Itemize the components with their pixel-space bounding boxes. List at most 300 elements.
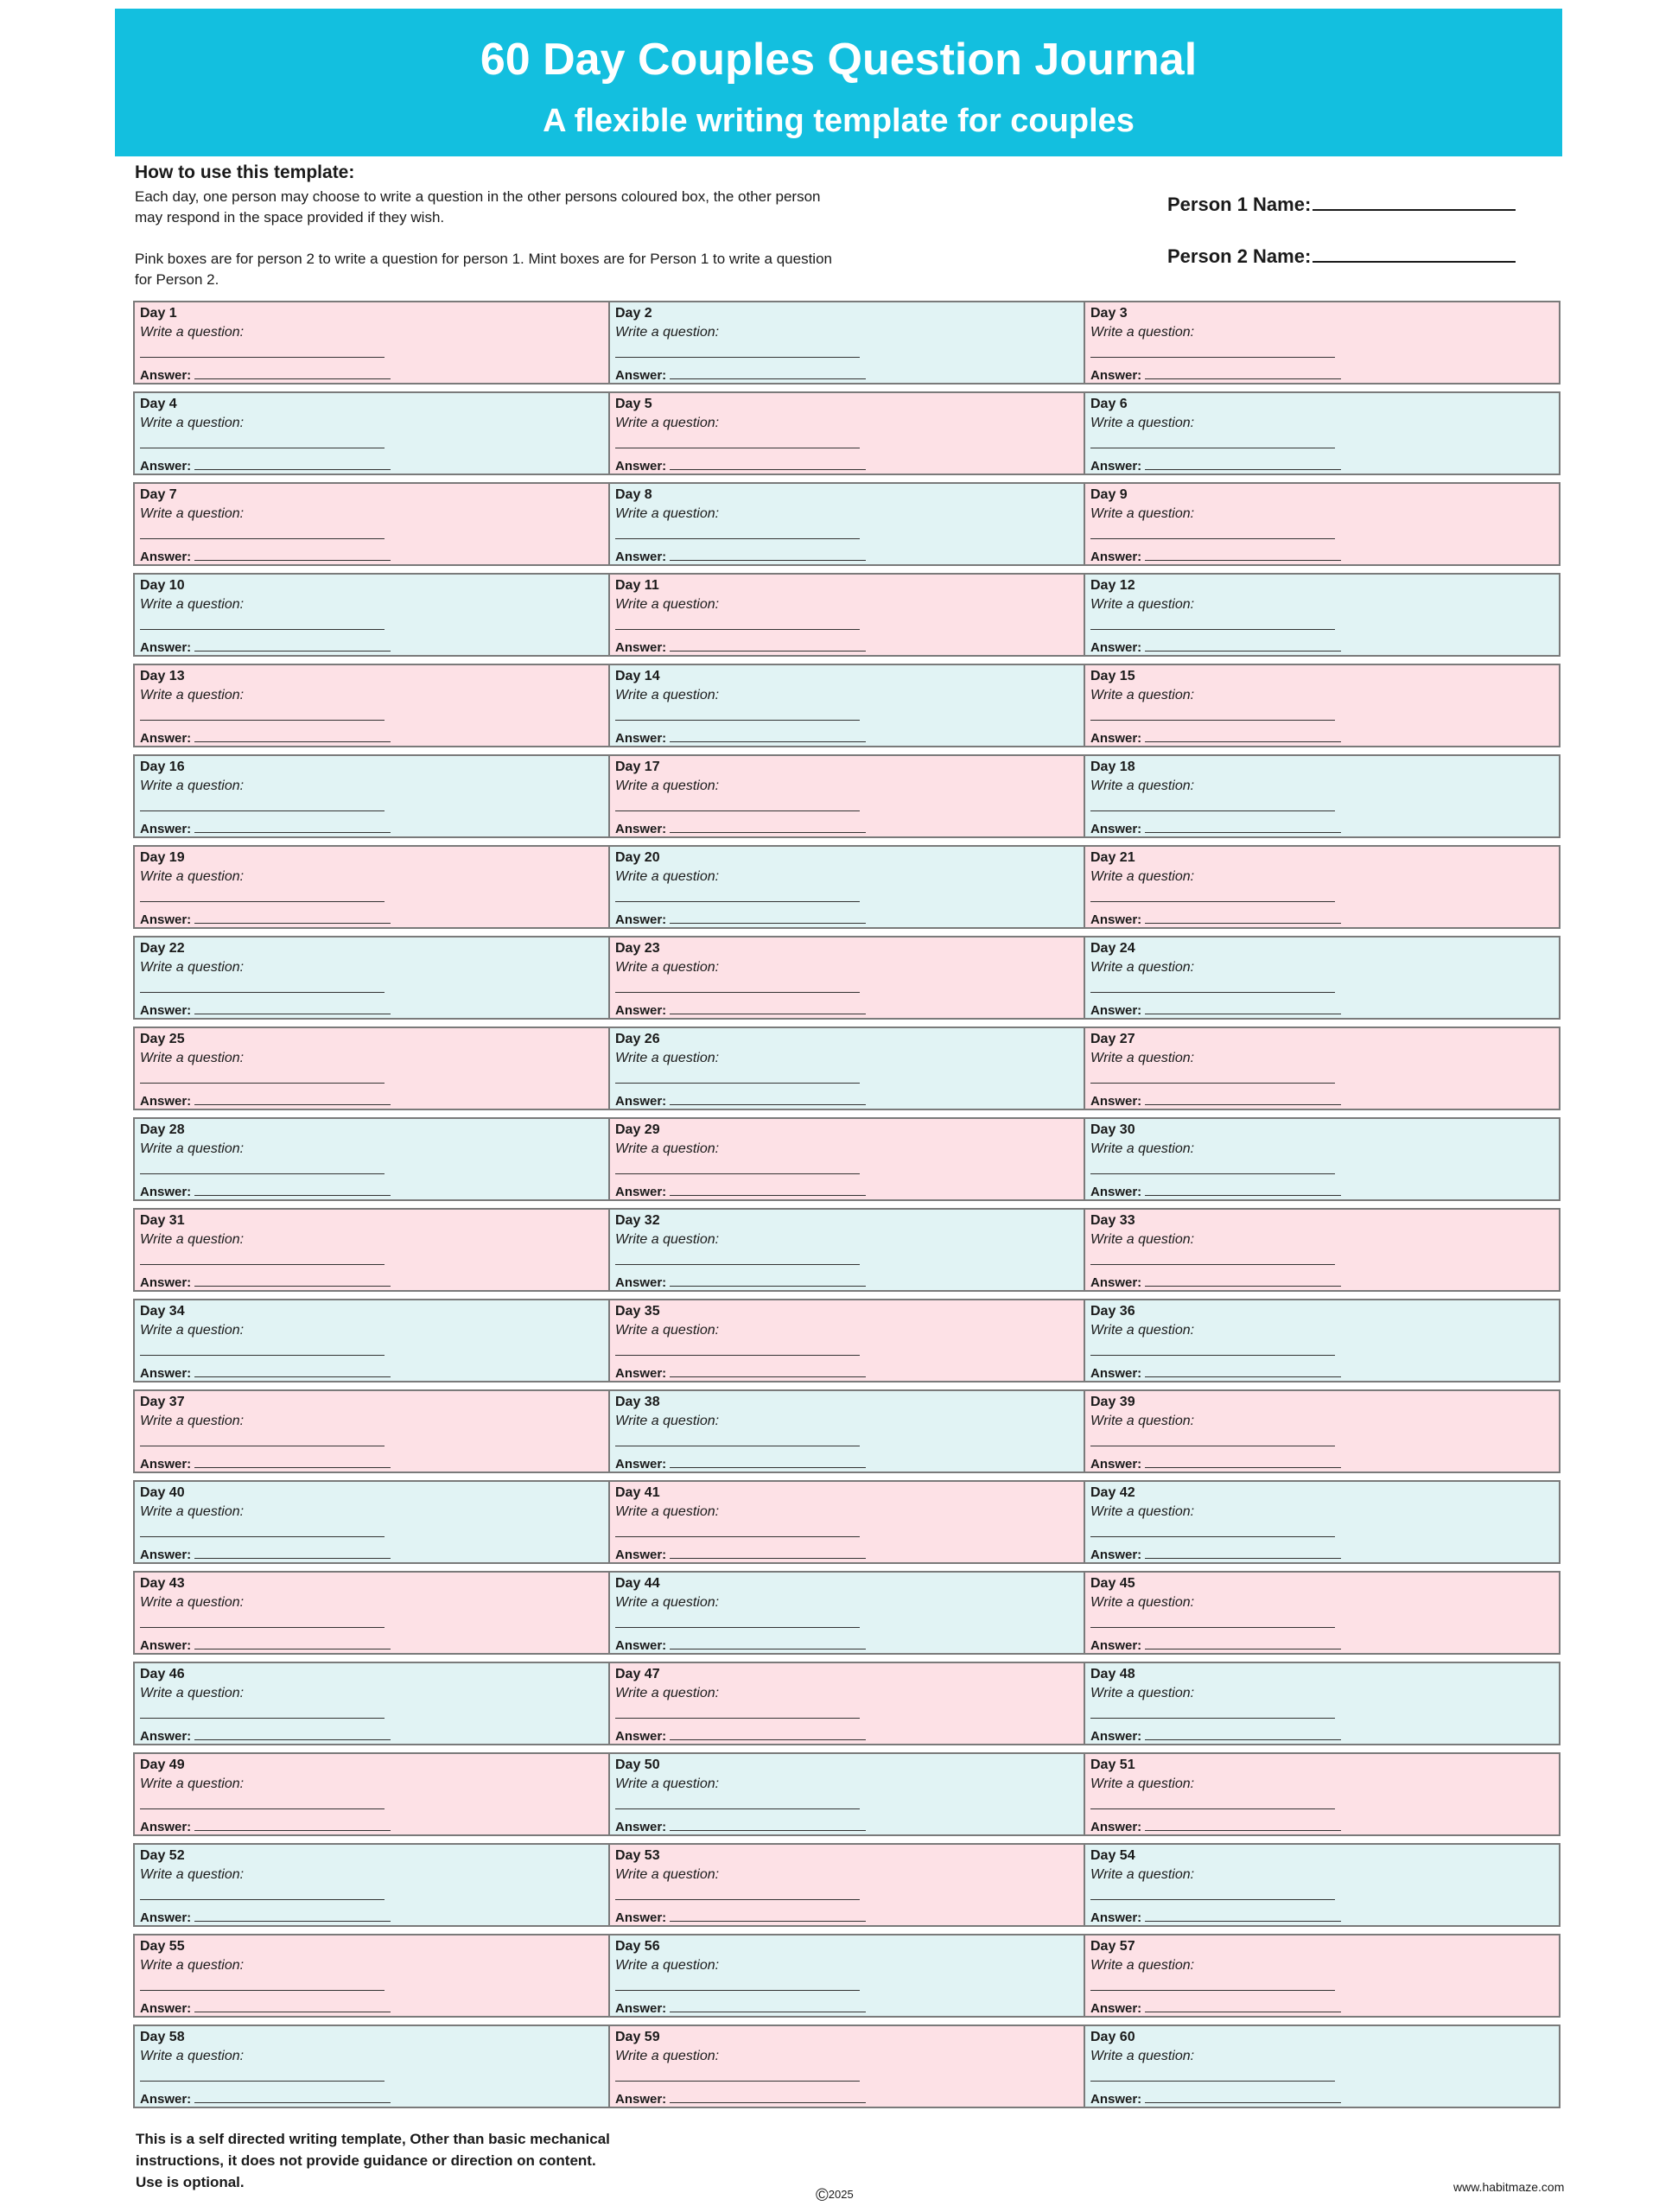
question-prompt: Write a question: [1090, 1958, 1195, 1973]
day-box [610, 1573, 1085, 1653]
answer-label: Answer: [140, 1820, 192, 1834]
answer-row [615, 639, 866, 656]
day-box [1085, 1028, 1559, 1109]
day-label: Day 48 [1090, 1667, 1135, 1681]
day-box [610, 1663, 1085, 1744]
day-box [1085, 1845, 1559, 1925]
day-label: Day 37 [140, 1395, 185, 1409]
answer-label: Answer: [615, 1003, 667, 1018]
question-line[interactable] [1090, 1536, 1335, 1537]
answer-line[interactable] [1145, 1637, 1341, 1649]
question-line[interactable] [1090, 810, 1335, 811]
answer-row [140, 911, 391, 928]
day-box [610, 393, 1085, 474]
day-label: Day 11 [615, 578, 659, 593]
question-prompt: Write a question: [140, 416, 245, 430]
question-line[interactable] [140, 1627, 385, 1628]
question-prompt: Write a question: [140, 1232, 245, 1247]
answer-line[interactable] [670, 1999, 866, 2012]
day-box [135, 665, 610, 746]
day-label: Day 4 [140, 397, 177, 411]
day-box [610, 2026, 1085, 2107]
answer-row [615, 1818, 866, 1835]
question-prompt: Write a question: [140, 779, 245, 793]
question-prompt: Write a question: [140, 506, 245, 521]
answer-row [615, 1909, 866, 1926]
answer-label: Answer: [140, 368, 192, 383]
day-label: Day 38 [615, 1395, 660, 1409]
person2-name-label: Person 2 Name: [1167, 245, 1312, 267]
question-prompt: Write a question: [140, 2049, 245, 2063]
question-prompt: Write a question: [140, 1867, 245, 1882]
answer-line[interactable] [194, 1001, 391, 1014]
day-box [1085, 1936, 1559, 2016]
day-box [1085, 756, 1559, 836]
question-prompt: Write a question: [1090, 869, 1195, 884]
answer-label: Answer: [615, 550, 667, 564]
question-line[interactable] [1090, 1899, 1335, 1900]
answer-line[interactable] [194, 729, 391, 742]
answer-line[interactable] [194, 1546, 391, 1559]
day-label: Day 13 [140, 669, 185, 683]
person1-name-line[interactable] [1313, 192, 1516, 211]
question-prompt: Write a question: [615, 1141, 720, 1156]
answer-row [140, 729, 391, 747]
answer-line[interactable] [670, 2090, 866, 2103]
day-label: Day 58 [140, 2030, 185, 2044]
question-prompt: Write a question: [1090, 1595, 1195, 1610]
website-url: www.habitmaze.com [1453, 2180, 1565, 2194]
day-box [610, 1936, 1085, 2016]
day-box [135, 302, 610, 383]
day-box [1085, 938, 1559, 1018]
day-row [133, 936, 1560, 1020]
answer-line[interactable] [194, 1818, 391, 1831]
answer-line[interactable] [194, 911, 391, 924]
question-line[interactable] [1090, 538, 1335, 539]
answer-label: Answer: [140, 1366, 192, 1381]
day-label: Day 39 [1090, 1395, 1135, 1409]
day-box [135, 1482, 610, 1562]
day-box [135, 1845, 610, 1925]
day-box [1085, 575, 1559, 655]
answer-line[interactable] [670, 639, 866, 652]
question-line[interactable] [1090, 629, 1335, 630]
question-line[interactable] [140, 1990, 385, 1991]
answer-line[interactable] [194, 1364, 391, 1377]
question-line[interactable] [140, 629, 385, 630]
day-box [1085, 1210, 1559, 1290]
answer-line[interactable] [194, 457, 391, 470]
answer-line[interactable] [1145, 1546, 1341, 1559]
answer-line[interactable] [1145, 1727, 1341, 1740]
answer-line[interactable] [1145, 457, 1341, 470]
question-line[interactable] [140, 810, 385, 811]
day-label: Day 14 [615, 669, 660, 683]
question-prompt: Write a question: [1090, 2049, 1195, 2063]
day-label: Day 35 [615, 1304, 660, 1319]
answer-row [140, 548, 391, 565]
answer-label: Answer: [1090, 2092, 1142, 2107]
day-label: Day 10 [140, 578, 185, 593]
day-box [1085, 1391, 1559, 1471]
answer-line[interactable] [1145, 1001, 1341, 1014]
day-box [1085, 847, 1559, 927]
answer-row [1090, 1546, 1341, 1563]
day-label: Day 36 [1090, 1304, 1135, 1319]
answer-line[interactable] [1145, 1274, 1341, 1287]
answer-line[interactable] [1145, 911, 1341, 924]
day-box [135, 1573, 610, 1653]
answer-line[interactable] [670, 911, 866, 924]
answer-line[interactable] [1145, 1092, 1341, 1105]
day-box [135, 1210, 610, 1290]
answer-label: Answer: [140, 1094, 192, 1109]
day-box [135, 1754, 610, 1834]
question-prompt: Write a question: [615, 1958, 720, 1973]
answer-line[interactable] [670, 1909, 866, 1922]
answer-line[interactable] [194, 1455, 391, 1468]
person1-name-field[interactable] [1167, 192, 1516, 244]
day-box [1085, 302, 1559, 383]
answer-line[interactable] [670, 1727, 866, 1740]
answer-row [615, 1364, 866, 1382]
day-box [135, 2026, 610, 2107]
question-line[interactable] [140, 1355, 385, 1356]
question-line[interactable] [1090, 901, 1335, 902]
question-line[interactable] [1090, 1173, 1335, 1174]
answer-line[interactable] [1145, 1183, 1341, 1196]
question-line[interactable] [140, 1899, 385, 1900]
answer-row [615, 1183, 866, 1200]
answer-row [1090, 457, 1341, 474]
answer-line[interactable] [670, 1001, 866, 1014]
answer-label: Answer: [1090, 368, 1142, 383]
day-box [1085, 1300, 1559, 1381]
answer-label: Answer: [1090, 822, 1142, 836]
question-line[interactable] [1090, 1718, 1335, 1719]
answer-line[interactable] [670, 1274, 866, 1287]
answer-line[interactable] [194, 639, 391, 652]
answer-line[interactable] [1145, 639, 1341, 652]
answer-row [1090, 639, 1341, 656]
question-line[interactable] [615, 1627, 860, 1628]
answer-line[interactable] [670, 1546, 866, 1559]
question-line[interactable] [615, 720, 860, 721]
question-prompt: Write a question: [140, 1777, 245, 1791]
day-label: Day 29 [615, 1122, 660, 1137]
answer-row [615, 1274, 866, 1291]
day-box [610, 847, 1085, 927]
answer-line[interactable] [194, 1274, 391, 1287]
day-box [610, 575, 1085, 655]
day-row [133, 1571, 1560, 1655]
answer-label: Answer: [1090, 1185, 1142, 1199]
question-prompt: Write a question: [615, 506, 720, 521]
question-prompt: Write a question: [615, 1414, 720, 1428]
answer-label: Answer: [615, 1275, 667, 1290]
question-line[interactable] [615, 1808, 860, 1809]
question-line[interactable] [1090, 720, 1335, 721]
question-line[interactable] [140, 901, 385, 902]
answer-label: Answer: [615, 2092, 667, 2107]
day-row [133, 1752, 1560, 1836]
answer-line[interactable] [1145, 729, 1341, 742]
day-box [610, 1482, 1085, 1562]
answer-line[interactable] [194, 548, 391, 561]
question-line[interactable] [1090, 357, 1335, 358]
question-prompt: Write a question: [1090, 1686, 1195, 1700]
answer-label: Answer: [1090, 640, 1142, 655]
question-prompt: Write a question: [1090, 1504, 1195, 1519]
day-label: Day 31 [140, 1213, 185, 1228]
answer-label: Answer: [1090, 1275, 1142, 1290]
answer-label: Answer: [140, 822, 192, 836]
instructions-paragraph-2: Pink boxes are for person 2 to write a question for person 1. Mint boxes are for Person 1 to write a question for Person 2. [135, 251, 832, 288]
question-prompt: Write a question: [615, 2049, 720, 2063]
answer-label: Answer: [140, 1638, 192, 1653]
question-line[interactable] [615, 1173, 860, 1174]
answer-line[interactable] [670, 1818, 866, 1831]
answer-label: Answer: [1090, 912, 1142, 927]
answer-label: Answer: [140, 1548, 192, 1562]
day-label: Day 55 [140, 1939, 185, 1954]
names-section [1167, 192, 1516, 296]
answer-line[interactable] [1145, 548, 1341, 561]
answer-line[interactable] [1145, 366, 1341, 379]
answer-row [1090, 729, 1341, 747]
answer-row [615, 2090, 866, 2107]
day-label: Day 57 [1090, 1939, 1135, 1954]
question-line[interactable] [1090, 1083, 1335, 1084]
question-line[interactable] [615, 357, 860, 358]
answer-row [1090, 1637, 1341, 1654]
question-line[interactable] [140, 357, 385, 358]
answer-row [615, 457, 866, 474]
answer-label: Answer: [140, 1457, 192, 1471]
question-prompt: Write a question: [1090, 960, 1195, 975]
instructions-heading: How to use this template: [135, 162, 355, 182]
answer-row [140, 820, 391, 837]
answer-line[interactable] [1145, 1818, 1341, 1831]
answer-label: Answer: [615, 1638, 667, 1653]
question-prompt: Write a question: [1090, 688, 1195, 702]
answer-line[interactable] [670, 1364, 866, 1377]
answer-label: Answer: [1090, 731, 1142, 746]
answer-line[interactable] [670, 1455, 866, 1468]
answer-row [140, 1818, 391, 1835]
answer-label: Answer: [1090, 550, 1142, 564]
answer-line[interactable] [670, 820, 866, 833]
answer-line[interactable] [670, 1637, 866, 1649]
day-label: Day 32 [615, 1213, 660, 1228]
day-label: Day 25 [140, 1032, 185, 1046]
question-line[interactable] [1090, 2081, 1335, 2082]
question-line[interactable] [615, 1899, 860, 1900]
answer-line[interactable] [194, 820, 391, 833]
answer-label: Answer: [140, 459, 192, 474]
day-label: Day 51 [1090, 1758, 1135, 1772]
question-line[interactable] [615, 1083, 860, 1084]
day-label: Day 30 [1090, 1122, 1135, 1137]
answer-line[interactable] [1145, 1455, 1341, 1468]
question-line[interactable] [140, 1264, 385, 1265]
day-label: Day 47 [615, 1667, 660, 1681]
day-box [610, 1391, 1085, 1471]
question-prompt: Write a question: [615, 1232, 720, 1247]
question-line[interactable] [1090, 1355, 1335, 1356]
answer-label: Answer: [615, 731, 667, 746]
answer-row [615, 1999, 866, 2017]
question-prompt: Write a question: [140, 1051, 245, 1065]
day-label: Day 7 [140, 487, 177, 502]
question-prompt: Write a question: [1090, 1232, 1195, 1247]
answer-label: Answer: [140, 640, 192, 655]
answer-row [1090, 911, 1341, 928]
copyright [816, 2187, 854, 2203]
question-line[interactable] [615, 1990, 860, 1991]
question-line[interactable] [1090, 1990, 1335, 1991]
answer-label: Answer: [1090, 1366, 1142, 1381]
question-line[interactable] [615, 1355, 860, 1356]
answer-line[interactable] [1145, 1999, 1341, 2012]
answer-label: Answer: [140, 1910, 192, 1925]
day-label: Day 24 [1090, 941, 1135, 956]
answer-label: Answer: [1090, 1729, 1142, 1744]
answer-label: Answer: [140, 731, 192, 746]
copyright-year: 2025 [828, 2188, 854, 2201]
day-box [135, 1936, 610, 2016]
question-prompt: Write a question: [1090, 1141, 1195, 1156]
answer-row [140, 1909, 391, 1926]
question-line[interactable] [615, 992, 860, 993]
question-line[interactable] [1090, 992, 1335, 993]
question-prompt: Write a question: [1090, 1323, 1195, 1338]
answer-label: Answer: [615, 640, 667, 655]
question-line[interactable] [140, 720, 385, 721]
day-label: Day 54 [1090, 1848, 1135, 1863]
question-line[interactable] [1090, 1627, 1335, 1628]
answer-row [615, 1001, 866, 1019]
day-label: Day 27 [1090, 1032, 1135, 1046]
day-label: Day 23 [615, 941, 660, 956]
question-line[interactable] [615, 1264, 860, 1265]
day-box [610, 665, 1085, 746]
question-line[interactable] [1090, 1264, 1335, 1265]
day-label: Day 21 [1090, 850, 1135, 865]
day-label: Day 1 [140, 306, 177, 321]
day-label: Day 33 [1090, 1213, 1135, 1228]
question-line[interactable] [615, 1718, 860, 1719]
question-line[interactable] [615, 538, 860, 539]
question-line[interactable] [615, 901, 860, 902]
day-box [1085, 484, 1559, 564]
answer-line[interactable] [670, 1183, 866, 1196]
person2-name-field[interactable] [1167, 244, 1516, 296]
question-line[interactable] [140, 2081, 385, 2082]
day-label: Day 12 [1090, 578, 1135, 593]
answer-line[interactable] [670, 548, 866, 561]
day-label: Day 53 [615, 1848, 660, 1863]
answer-label: Answer: [615, 1910, 667, 1925]
answer-label: Answer: [140, 1729, 192, 1744]
question-line[interactable] [1090, 1808, 1335, 1809]
answer-line[interactable] [194, 1092, 391, 1105]
question-prompt: Write a question: [140, 960, 245, 975]
day-row [133, 482, 1560, 566]
day-box [1085, 1573, 1559, 1653]
answer-line[interactable] [1145, 820, 1341, 833]
question-prompt: Write a question: [1090, 1777, 1195, 1791]
answer-line[interactable] [1145, 2090, 1341, 2103]
question-line[interactable] [140, 1173, 385, 1174]
answer-label: Answer: [140, 2001, 192, 2016]
question-line[interactable] [140, 538, 385, 539]
answer-line[interactable] [670, 457, 866, 470]
answer-line[interactable] [194, 366, 391, 379]
answer-line[interactable] [670, 1092, 866, 1105]
answer-line[interactable] [1145, 1364, 1341, 1377]
answer-label: Answer: [1090, 1457, 1142, 1471]
day-label: Day 26 [615, 1032, 660, 1046]
answer-row [1090, 1092, 1341, 1109]
question-line[interactable] [140, 992, 385, 993]
day-box [610, 302, 1085, 383]
question-line[interactable] [615, 629, 860, 630]
answer-line[interactable] [194, 2090, 391, 2103]
question-line[interactable] [140, 1083, 385, 1084]
answer-line[interactable] [194, 1637, 391, 1649]
question-prompt: Write a question: [615, 779, 720, 793]
question-prompt: Write a question: [615, 688, 720, 702]
day-box [610, 1119, 1085, 1199]
answer-label: Answer: [615, 822, 667, 836]
answer-line[interactable] [1145, 1909, 1341, 1922]
question-prompt: Write a question: [615, 960, 720, 975]
answer-row [140, 1637, 391, 1654]
question-prompt: Write a question: [615, 869, 720, 884]
answer-row [615, 1546, 866, 1563]
question-line[interactable] [140, 1536, 385, 1537]
question-line[interactable] [140, 1718, 385, 1719]
answer-line[interactable] [194, 1909, 391, 1922]
question-line[interactable] [615, 810, 860, 811]
answer-label: Answer: [615, 2001, 667, 2016]
day-label: Day 52 [140, 1848, 185, 1863]
day-row [133, 1208, 1560, 1292]
answer-line[interactable] [670, 366, 866, 379]
answer-line[interactable] [670, 729, 866, 742]
day-row [133, 1389, 1560, 1473]
answer-line[interactable] [194, 1999, 391, 2012]
question-line[interactable] [140, 1808, 385, 1809]
day-box [610, 938, 1085, 1018]
answer-label: Answer: [615, 1094, 667, 1109]
day-row [133, 1934, 1560, 2018]
answer-line[interactable] [194, 1727, 391, 1740]
answer-label: Answer: [140, 2092, 192, 2107]
person2-name-line[interactable] [1313, 244, 1516, 263]
question-line[interactable] [615, 2081, 860, 2082]
day-label: Day 5 [615, 397, 652, 411]
question-prompt: Write a question: [140, 1958, 245, 1973]
day-label: Day 22 [140, 941, 185, 956]
day-box [1085, 665, 1559, 746]
answer-label: Answer: [1090, 1548, 1142, 1562]
answer-line[interactable] [194, 1183, 391, 1196]
question-line[interactable] [615, 1536, 860, 1537]
day-label: Day 46 [140, 1667, 185, 1681]
